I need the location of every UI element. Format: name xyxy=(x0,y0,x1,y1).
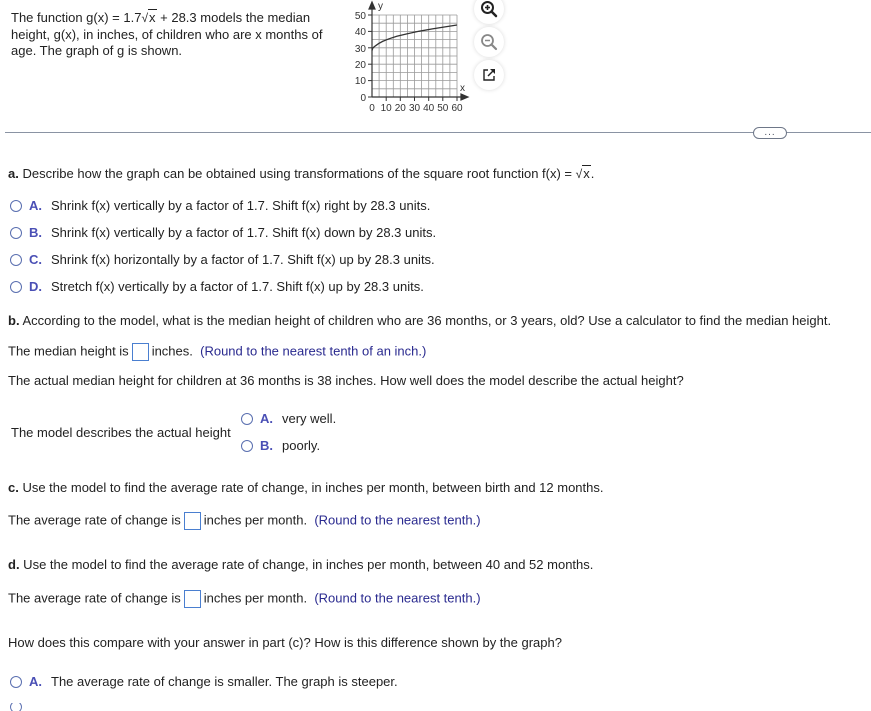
zoom-in-button[interactable] xyxy=(474,0,504,24)
option-text: Shrink f(x) horizontally by a factor of 1.7. Shift f(x) up by 28.3 units. xyxy=(51,252,435,267)
radio-button[interactable] xyxy=(10,200,22,212)
y-axis-label: y xyxy=(378,1,383,12)
part-d-option-b-partial[interactable] xyxy=(10,703,29,711)
part-a-question-text: Describe how the graph can be obtained using transformations of the square root function f(x) = xyxy=(18,166,576,181)
graph-axes xyxy=(369,2,468,100)
zoom-out-icon xyxy=(480,33,498,51)
external-link-icon xyxy=(481,67,497,83)
describe-label-text: The model describes the actual height xyxy=(11,425,231,440)
part-a-option-d[interactable] xyxy=(10,279,424,294)
part-b-option-a[interactable] xyxy=(241,411,336,426)
graph-svg xyxy=(340,0,480,120)
radio-button[interactable] xyxy=(10,254,22,266)
svg-text:40: 40 xyxy=(354,27,366,38)
svg-text:10: 10 xyxy=(380,103,392,114)
svg-text:50: 50 xyxy=(437,103,449,114)
rounding-hint: (Round to the nearest tenth of an inch.) xyxy=(200,343,427,359)
radio-button[interactable] xyxy=(10,703,22,711)
option-letter: A. xyxy=(29,198,42,213)
sqrt-expression: √x xyxy=(575,166,590,181)
section-divider xyxy=(5,132,871,133)
part-b-answer-line xyxy=(8,343,426,361)
answer-prefix: The average rate of change is xyxy=(8,590,181,606)
zoom-in-icon xyxy=(480,0,498,18)
option-text: Stretch f(x) vertically by a factor of 1.7. Shift f(x) up by 28.3 units. xyxy=(51,279,424,294)
part-a-label: a. xyxy=(8,166,19,181)
part-a-option-b[interactable] xyxy=(10,225,436,240)
radio-button[interactable] xyxy=(10,281,22,293)
sqrt-radicand: x xyxy=(583,166,590,181)
x-axis-label: x xyxy=(460,83,465,94)
answer-suffix: inches per month. xyxy=(203,590,308,606)
part-b-option-b[interactable] xyxy=(241,438,320,453)
svg-text:0: 0 xyxy=(360,93,366,104)
model-describes-label xyxy=(11,425,231,440)
answer-prefix: The median height is xyxy=(8,343,129,359)
svg-text:40: 40 xyxy=(423,103,435,114)
intro-text-pre: The function g(x) = 1.7 xyxy=(11,10,142,25)
radio-button[interactable] xyxy=(10,227,22,239)
part-d-option-a[interactable] xyxy=(10,674,398,689)
option-letter: B. xyxy=(260,438,273,453)
svg-text:0: 0 xyxy=(369,103,375,114)
option-text: The average rate of change is smaller. The graph is steeper. xyxy=(51,674,398,689)
open-graph-window-button[interactable] xyxy=(474,60,504,90)
part-c-question-text: Use the model to find the average rate of change, in inches per month, between birth and 12 months. xyxy=(18,480,604,495)
compare-question xyxy=(8,635,562,650)
svg-text:10: 10 xyxy=(354,76,366,87)
rounding-hint: (Round to the nearest tenth.) xyxy=(314,512,481,528)
svg-text:20: 20 xyxy=(354,60,366,71)
part-b-question-text: According to the model, what is the median height of children who are 36 months, or 3 years, old? Use a calculator to find the median height. xyxy=(19,313,832,328)
rate-of-change-input-d[interactable] xyxy=(184,590,201,608)
intro-text-post: + 28.3 models the median height, g(x), in inches, of children who are x months of age. The graph of g is shown. xyxy=(11,10,323,58)
median-height-input[interactable] xyxy=(132,343,149,361)
rate-of-change-input-c[interactable] xyxy=(184,512,201,530)
radio-button[interactable] xyxy=(241,413,253,425)
option-letter: B. xyxy=(29,225,42,240)
svg-text:20: 20 xyxy=(394,103,406,114)
option-text: very well. xyxy=(282,411,337,426)
option-letter: A. xyxy=(29,674,42,689)
answer-suffix: inches per month. xyxy=(203,512,308,528)
part-b-label: b. xyxy=(8,313,20,328)
radio-button[interactable] xyxy=(10,676,22,688)
part-d-question-text: Use the model to find the average rate of change, in inches per month, between 40 and 52 months. xyxy=(19,557,594,572)
part-c-label: c. xyxy=(8,480,19,495)
svg-text:30: 30 xyxy=(354,44,366,55)
option-text: Shrink f(x) vertically by a factor of 1.7. Shift f(x) right by 28.3 units. xyxy=(51,198,431,213)
sqrt-expression: √x xyxy=(141,10,156,25)
part-a-option-a[interactable] xyxy=(10,198,430,213)
part-c-answer-line xyxy=(8,512,481,530)
part-a-question-end: . xyxy=(590,166,595,181)
option-letter: A. xyxy=(260,411,273,426)
part-d-question xyxy=(8,557,593,572)
compare-question-text: How does this compare with your answer in part (c)? How is this difference shown by the graph? xyxy=(8,635,562,650)
part-a-question xyxy=(8,166,594,181)
more-dots-icon: ... xyxy=(764,127,776,138)
part-b-followup xyxy=(8,373,684,388)
svg-text:50: 50 xyxy=(354,11,366,22)
function-graph xyxy=(340,0,480,120)
answer-suffix: inches. xyxy=(151,343,193,359)
part-d-answer-line xyxy=(8,590,481,608)
option-letter: D. xyxy=(29,279,42,294)
svg-text:30: 30 xyxy=(408,103,421,114)
part-c-question xyxy=(8,480,603,495)
option-text: poorly. xyxy=(282,438,321,453)
rounding-hint: (Round to the nearest tenth.) xyxy=(314,590,481,606)
answer-prefix: The average rate of change is xyxy=(8,512,181,528)
part-d-label: d. xyxy=(8,557,20,572)
followup-text: The actual median height for children at 36 months is 38 inches. How well does the model describe the actual height? xyxy=(8,373,684,388)
option-text: Shrink f(x) vertically by a factor of 1.7. Shift f(x) down by 28.3 units. xyxy=(51,225,437,240)
zoom-out-button[interactable] xyxy=(474,27,504,57)
radio-button[interactable] xyxy=(241,440,253,452)
expand-more-button[interactable] xyxy=(753,127,787,139)
part-b-question xyxy=(8,313,831,328)
part-a-option-c[interactable] xyxy=(10,252,435,267)
sqrt-radicand: x xyxy=(149,10,156,25)
option-letter: C. xyxy=(29,252,42,267)
problem-intro xyxy=(11,10,341,60)
svg-text:60: 60 xyxy=(451,103,463,114)
